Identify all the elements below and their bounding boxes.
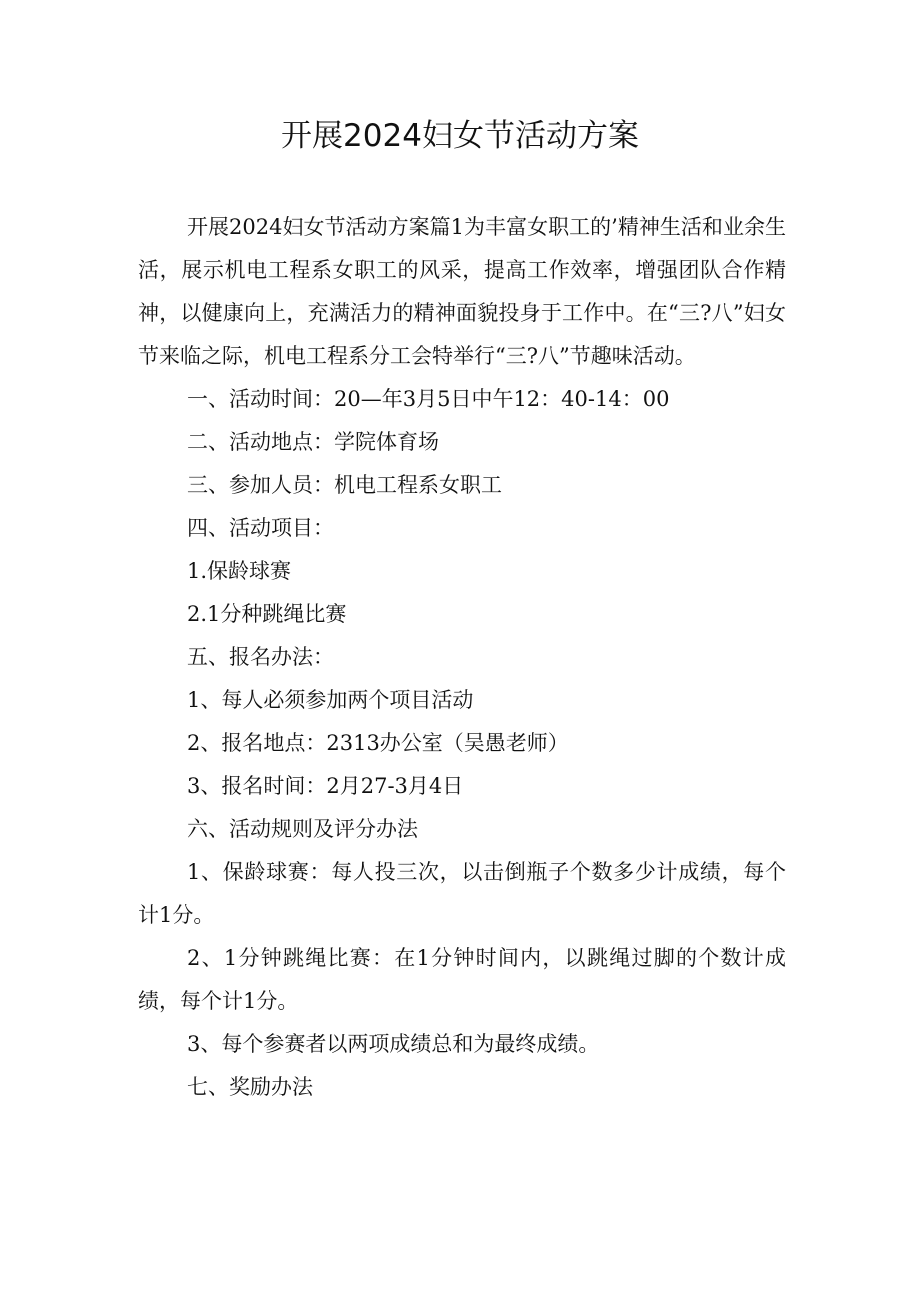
paragraph-rule-bowling: 1、保龄球赛：每人投三次，以击倒瓶子个数多少计成绩，每个计1分。 — [138, 860, 786, 927]
paragraph-registration-location: 2、报名地点：2313办公室（吴愚老师） — [187, 731, 569, 755]
paragraph-rules-heading: 六、活动规则及评分办法 — [187, 817, 418, 841]
paragraph-activity-location: 二、活动地点：学院体育场 — [187, 430, 439, 454]
paragraph-participants: 三、参加人员：机电工程系女职工 — [187, 473, 502, 497]
paragraph-item-bowling: 1.保龄球赛 — [187, 559, 292, 583]
paragraph-rewards-heading: 七、奖励办法 — [187, 1075, 313, 1099]
paragraph-registration-heading: 五、报名办法： — [187, 645, 334, 669]
paragraph-activity-items-heading: 四、活动项目： — [187, 516, 334, 540]
paragraph-registration-time: 3、报名时间：2月27-3月4日 — [187, 774, 464, 798]
paragraph-item-jump-rope: 2.1分种跳绳比赛 — [187, 602, 347, 626]
paragraph-rule-total: 3、每个参赛者以两项成绩总和为最终成绩。 — [187, 1032, 600, 1056]
document-body — [138, 206, 786, 1109]
paragraph-intro: 开展2024妇女节活动方案篇1为丰富女职工的’精神生活和业余生活，展示机电工程系女职工的风采，提高工作效率，增强团队合作精神，以健康向上，充满活力的精神面貌投身于工作中。在“三?八”妇女节来临之际，机电工程系分工会特举行“三?八”节趣味活动。 — [138, 215, 786, 368]
paragraph-registration-rule-1: 1、每人必须参加两个项目活动 — [187, 688, 474, 712]
document-title: 开展2024妇女节活动方案 — [281, 118, 639, 154]
paragraph-rule-jump-rope: 2、1分钟跳绳比赛：在1分钟时间内，以跳绳过脚的个数计成绩，每个计1分。 — [138, 946, 786, 1013]
paragraph-activity-time: 一、活动时间：20—年3月5日中午12：40-14：00 — [187, 387, 670, 411]
